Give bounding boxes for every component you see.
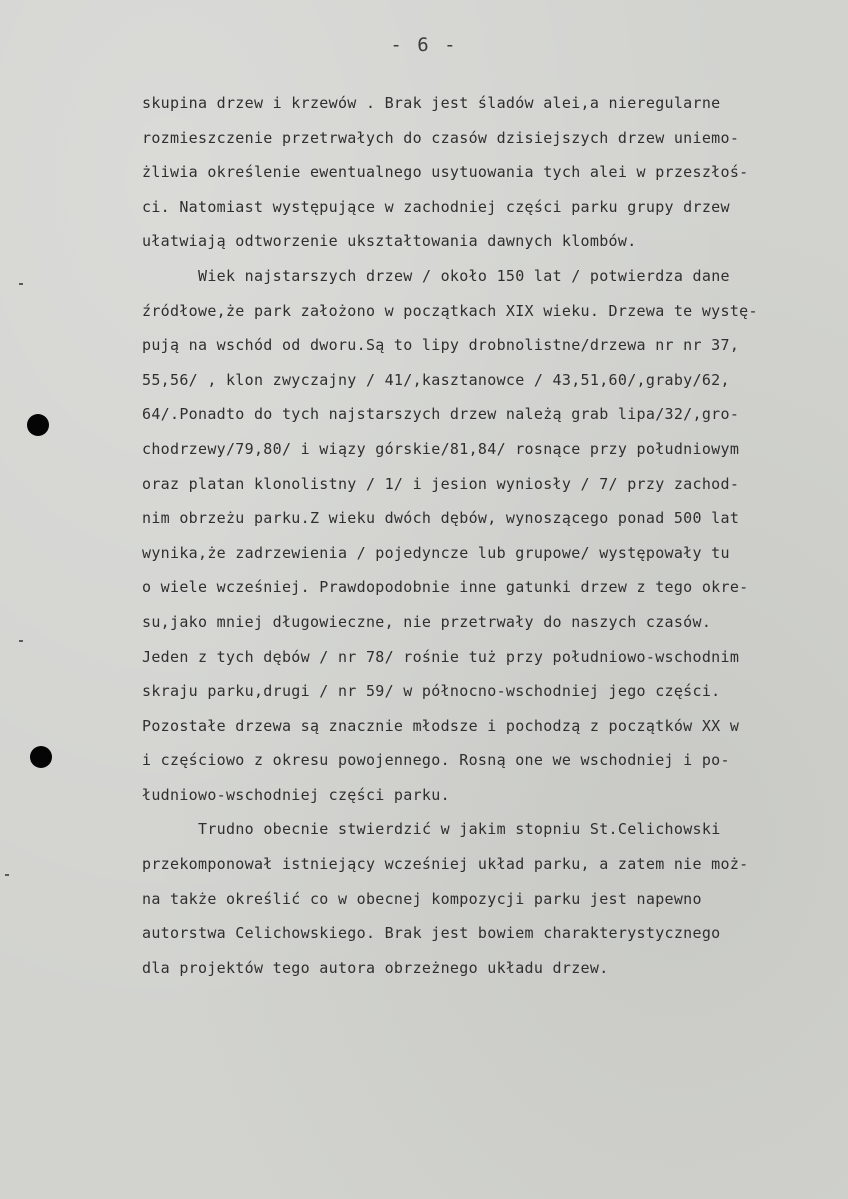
text-line: Trudno obecnie stwierdzić w jakim stopniu St.Celichowski <box>198 820 721 839</box>
text-line: ułatwiają odtworzenie ukształtowania dawnych klombów. <box>142 232 637 251</box>
text-line: 64/.Ponadto do tych najstarszych drzew należą grab lipa/32/,gro- <box>142 405 740 424</box>
text-line: Pozostałe drzewa są znacznie młodsze i pochodzą z początków XX w <box>142 716 740 735</box>
text-line: Wiek najstarszych drzew / około 150 lat / potwierdza dane <box>198 266 730 285</box>
margin-mark <box>5 874 9 876</box>
text-line: wynika,że zadrzewienia / pojedyncze lub grupowe/ występowały tu <box>142 543 730 562</box>
text-line: łudniowo-wschodniej części parku. <box>142 785 450 804</box>
text-line: dla projektów tego autora obrzeżnego układu drzew. <box>142 958 609 977</box>
text-line: su,jako mniej długowieczne, nie przetrwały do naszych czasów. <box>142 612 712 631</box>
text-line: pują na wschód od dworu.Są to lipy drobnolistne/drzewa nr nr 37, <box>142 336 740 355</box>
text-line: autorstwa Celichowskiego. Brak jest bowiem charakterystycznego <box>142 924 721 943</box>
punch-hole-top <box>27 414 49 436</box>
text-line: skupina drzew i krzewów . Brak jest śladów alei,a nieregularne <box>142 94 721 112</box>
text-line: skraju parku,drugi / nr 59/ w północno-wschodniej jego części. <box>142 682 721 701</box>
text-line: przekomponował istniejący wcześniej układ parku, a zatem nie moż- <box>142 855 749 874</box>
punch-hole-bottom <box>30 746 52 768</box>
body-text <box>142 86 842 985</box>
margin-mark <box>19 640 23 642</box>
page-number: - 6 - <box>390 34 458 56</box>
text-line: i częściowo z okresu powojennego. Rosną one we wschodniej i po- <box>142 751 730 770</box>
text-line: rozmieszczenie przetrwałych do czasów dzisiejszych drzew uniemo- <box>142 128 740 147</box>
text-line: nim obrzeżu parku.Z wieku dwóch dębów, wynoszącego ponad 500 lat <box>142 509 740 528</box>
text-line: o wiele wcześniej. Prawdopodobnie inne gatunki drzew z tego okre- <box>142 578 749 597</box>
text-line: źródłowe,że park założono w początkach XIX wieku. Drzewa te wystę- <box>142 301 758 320</box>
text-line: chodrzewy/79,80/ i wiązy górskie/81,84/ rosnące przy południowym <box>142 439 740 458</box>
text-line: 55,56/ , klon zwyczajny / 41/,kasztanowce / 43,51,60/,graby/62, <box>142 370 730 389</box>
text-line: oraz platan klonolistny / 1/ i jesion wyniosły / 7/ przy zachod- <box>142 474 740 493</box>
text-line: ci. Natomiast występujące w zachodniej części parku grupy drzew <box>142 197 730 216</box>
text-line: Jeden z tych dębów / nr 78/ rośnie tuż przy południowo-wschodnim <box>142 647 740 666</box>
text-line: żliwia określenie ewentualnego usytuowania tych alei w przeszłoś- <box>142 163 749 182</box>
margin-mark <box>19 283 23 285</box>
text-line: na także określić co w obecnej kompozycji parku jest napewno <box>142 889 702 908</box>
